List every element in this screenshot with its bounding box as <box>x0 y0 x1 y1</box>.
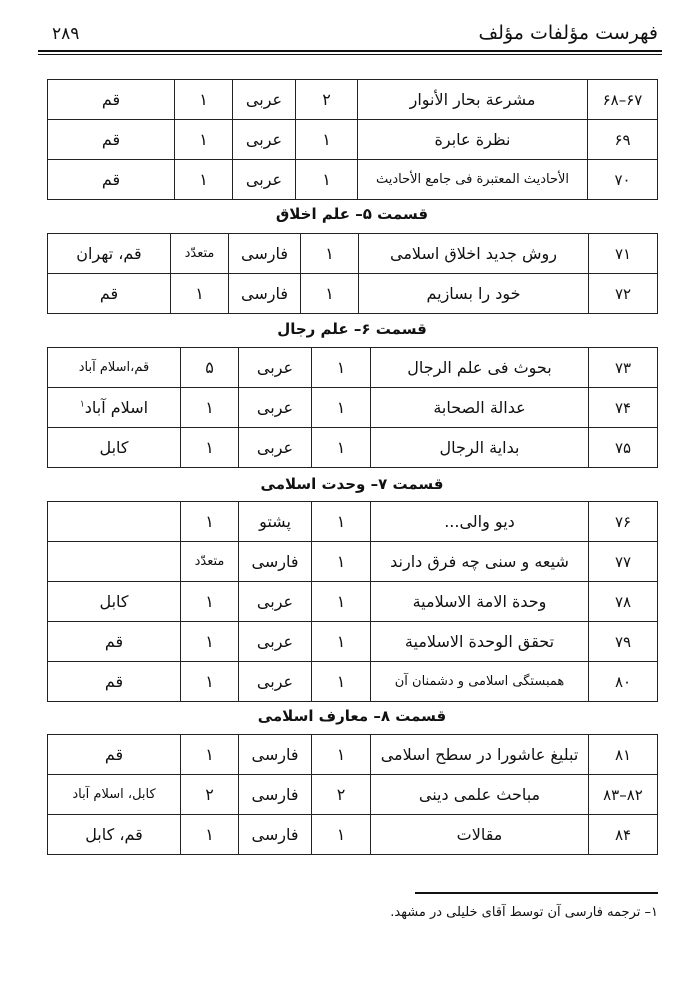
work-title: خود را بسازیم <box>359 274 589 314</box>
table-row <box>48 120 658 160</box>
table-row <box>48 502 658 542</box>
volumes: ۱ <box>312 348 371 388</box>
publication-place: قم <box>48 120 175 160</box>
language: عربی <box>239 622 312 662</box>
work-title: عدالة الصحابة <box>371 388 589 428</box>
row-number: ۷۱ <box>589 234 658 274</box>
publication-place: اسلام آباد <box>84 398 149 417</box>
editions: ۱ <box>181 428 239 468</box>
publication-place <box>48 502 181 542</box>
row-number: ۷۸ <box>589 582 658 622</box>
works-table-3 <box>47 347 658 468</box>
language: عربی <box>239 662 312 702</box>
publication-place: کابل، اسلام آباد <box>48 775 181 815</box>
work-title: الأحاديث المعتبرة فی جامع الأحاديث <box>358 160 588 200</box>
table-row <box>48 274 658 314</box>
row-number: ۷۴ <box>589 388 658 428</box>
work-title: روش جدید اخلاق اسلامی <box>359 234 589 274</box>
row-number: ۸۲–۸۳ <box>589 775 658 815</box>
section-heading: قسمت ۶– علم رجال <box>277 320 427 338</box>
language: فارسی <box>229 274 301 314</box>
publication-place: کابل <box>48 582 181 622</box>
publication-place: قم <box>48 622 181 662</box>
table-row <box>48 234 658 274</box>
work-title: مباحث علمی دینی <box>371 775 589 815</box>
editions: ۱ <box>181 502 239 542</box>
editions: ۱ <box>175 80 233 120</box>
row-number: ۷۳ <box>589 348 658 388</box>
language: فارسی <box>229 234 301 274</box>
publication-place: قم، کابل <box>48 815 181 855</box>
table-row <box>48 622 658 662</box>
language: عربی <box>233 80 296 120</box>
volumes: ۲ <box>296 80 358 120</box>
volumes: ۱ <box>312 622 371 662</box>
row-number: ۷۰ <box>588 160 658 200</box>
work-title: مشرعة بحار الأنوار <box>358 80 588 120</box>
publication-place: قم <box>48 80 175 120</box>
header-rule <box>38 50 662 52</box>
publication-place: قم، تهران <box>48 234 171 274</box>
work-title: نظرة عابرة <box>358 120 588 160</box>
volumes: ۱ <box>312 582 371 622</box>
table-row <box>48 160 658 200</box>
editions: ۱ <box>181 662 239 702</box>
volumes: ۱ <box>312 662 371 702</box>
table-row <box>48 80 658 120</box>
table-row <box>48 428 658 468</box>
publication-place <box>48 542 181 582</box>
work-title: تحقق الوحدة الاسلامية <box>371 622 589 662</box>
editions: ۱ <box>175 120 233 160</box>
table-row <box>48 348 658 388</box>
table-row <box>48 735 658 775</box>
section-heading: قسمت ۷– وحدت اسلامی <box>260 475 444 493</box>
language: پشتو <box>239 502 312 542</box>
editions: ۲ <box>181 775 239 815</box>
table-row <box>48 815 658 855</box>
header-rule-thin <box>38 54 662 55</box>
table-row <box>48 775 658 815</box>
language: عربی <box>239 388 312 428</box>
work-title: بداية الرجال <box>371 428 589 468</box>
publication-place: کابل <box>48 428 181 468</box>
editions: ۱ <box>181 388 239 428</box>
work-title: وحدة الامة الاسلامية <box>371 582 589 622</box>
publication-place: قم <box>48 274 171 314</box>
language: فارسی <box>239 815 312 855</box>
publication-place: قم <box>48 160 175 200</box>
work-title: مقالات <box>371 815 589 855</box>
publication-place: قم <box>48 735 181 775</box>
table-row <box>48 542 658 582</box>
language: عربی <box>239 582 312 622</box>
section-heading: قسمت ۵– علم اخلاق <box>275 205 429 223</box>
editions: متعدّد <box>181 542 239 582</box>
editions: متعدّد <box>171 234 229 274</box>
volumes: ۱ <box>312 735 371 775</box>
work-title: تبلیغ عاشورا در سطح اسلامی <box>371 735 589 775</box>
works-table-2 <box>47 233 658 314</box>
editions: ۱ <box>181 735 239 775</box>
editions: ۱ <box>175 160 233 200</box>
volumes: ۱ <box>312 542 371 582</box>
works-table-1 <box>47 79 658 200</box>
table-row <box>48 388 658 428</box>
row-number: ۶۹ <box>588 120 658 160</box>
volumes: ۱ <box>296 160 358 200</box>
language: فارسی <box>239 735 312 775</box>
volumes: ۲ <box>312 775 371 815</box>
publication-place: قم <box>48 662 181 702</box>
footnote-ref: ۱ <box>79 399 85 410</box>
row-number: ۸۴ <box>589 815 658 855</box>
publication-place-with-footnote <box>48 388 181 428</box>
row-number: ۷۹ <box>589 622 658 662</box>
editions: ۱ <box>181 815 239 855</box>
table-row <box>48 582 658 622</box>
volumes: ۱ <box>312 502 371 542</box>
language: عربی <box>239 348 312 388</box>
editions: ۱ <box>171 274 229 314</box>
work-title: همبستگی اسلامی و دشمنان آن <box>371 662 589 702</box>
volumes: ۱ <box>312 428 371 468</box>
row-number: ۶۷–۶۸ <box>588 80 658 120</box>
work-title: شیعه و سنی چه فرق دارند <box>371 542 589 582</box>
table-row <box>48 662 658 702</box>
publication-place: قم،اسلام آباد <box>48 348 181 388</box>
work-title: بحوث فی علم الرجال <box>371 348 589 388</box>
row-number: ۷۵ <box>589 428 658 468</box>
volumes: ۱ <box>301 234 359 274</box>
footnote-rule <box>415 892 658 894</box>
editions: ۵ <box>181 348 239 388</box>
footnote: ۱– ترجمه فارسی آن توسط آقای خلیلی در مشهد. <box>390 905 658 920</box>
row-number: ۷۷ <box>589 542 658 582</box>
page-header-title: فهرست مؤلفات مؤلف <box>478 22 658 44</box>
language: فارسی <box>239 775 312 815</box>
language: عربی <box>239 428 312 468</box>
language: عربی <box>233 120 296 160</box>
row-number: ۸۱ <box>589 735 658 775</box>
work-title: دیو والی... <box>371 502 589 542</box>
language: عربی <box>233 160 296 200</box>
volumes: ۱ <box>301 274 359 314</box>
works-table-4 <box>47 501 658 702</box>
volumes: ۱ <box>296 120 358 160</box>
row-number: ۸۰ <box>589 662 658 702</box>
volumes: ۱ <box>312 815 371 855</box>
row-number: ۷۶ <box>589 502 658 542</box>
row-number: ۷۲ <box>589 274 658 314</box>
works-table-5 <box>47 734 658 855</box>
editions: ۱ <box>181 582 239 622</box>
language: فارسی <box>239 542 312 582</box>
page-number: ۲۸۹ <box>52 24 80 44</box>
volumes: ۱ <box>312 388 371 428</box>
section-heading: قسمت ۸– معارف اسلامی <box>257 707 447 725</box>
editions: ۱ <box>181 622 239 662</box>
